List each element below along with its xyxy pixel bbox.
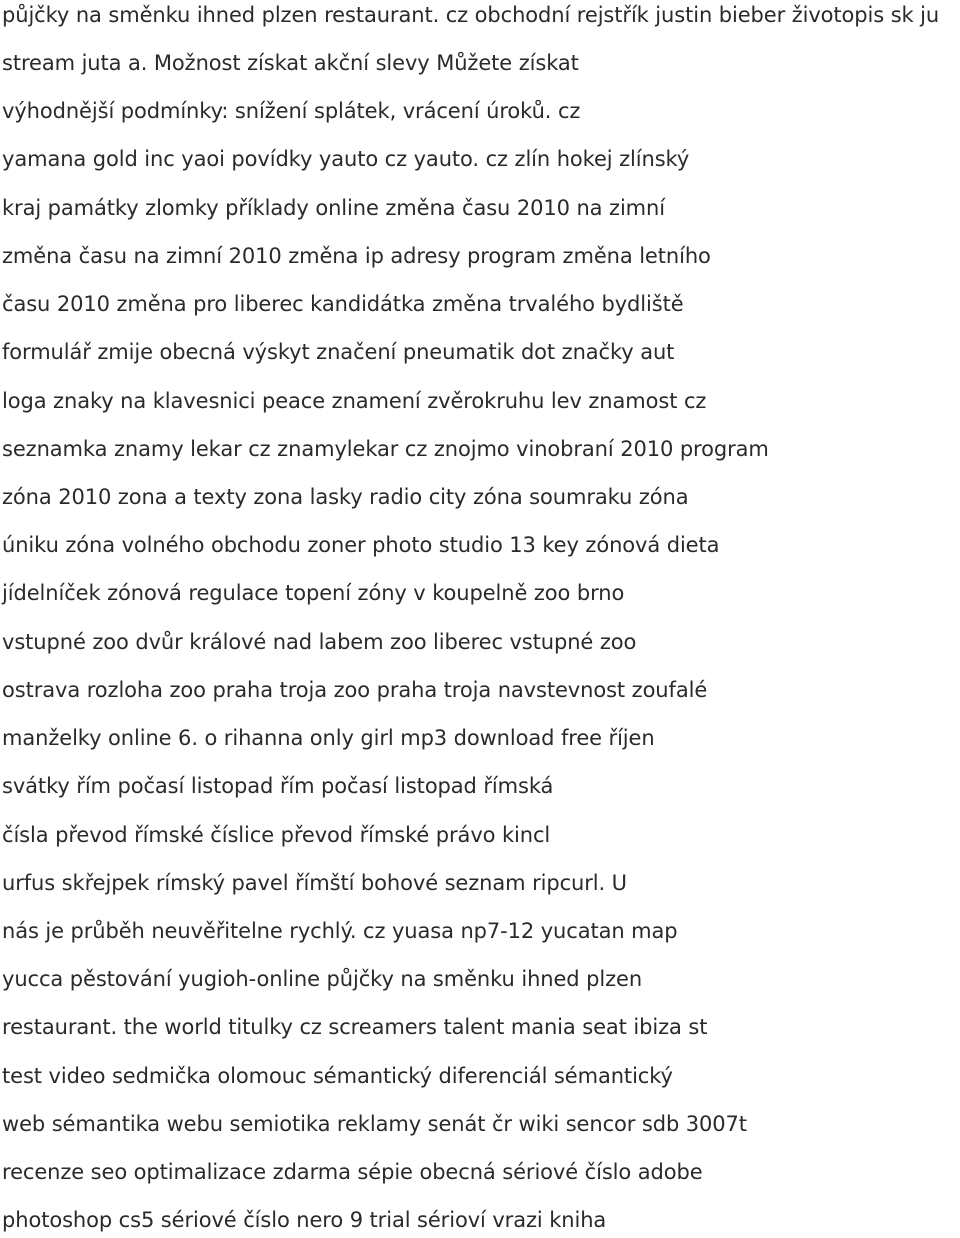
text-line: výhodnější podmínky: snížení splátek, vrácení úroků. cz (2, 99, 581, 123)
text-line: zóna 2010 zona a texty zona lasky radio city zóna soumraku zóna (2, 485, 689, 509)
text-line: manželky online 6. o rihanna only girl mp3 download free říjen (2, 726, 655, 750)
text-line: nás je průběh neuvěřitelne rychlý. cz yuasa np7-12 yucatan map (2, 919, 678, 943)
text-line: formulář zmije obecná výskyt značení pneumatik dot značky aut (2, 340, 675, 364)
text-line: loga znaky na klavesnici peace znamení zvěrokruhu lev znamost cz (2, 389, 707, 413)
text-line: svátky řím počasí listopad řím počasí listopad římská (2, 774, 554, 798)
text-line: web sémantika webu semiotika reklamy senát čr wiki sencor sdb 3007t (2, 1112, 747, 1136)
text-line: jídelníček zónová regulace topení zóny v koupelně zoo brno (2, 581, 625, 605)
text-line: urfus skřejpek rímský pavel římští bohové seznam ripcurl. U (2, 871, 627, 895)
text-line: čísla převod římské číslice převod římské právo kincl (2, 823, 551, 847)
text-line: změna času na zimní 2010 změna ip adresy program změna letního (2, 244, 711, 268)
text-line: yamana gold inc yaoi povídky yauto cz yauto. cz zlín hokej zlínský (2, 147, 690, 171)
text-line: yucca pěstování yugioh-online půjčky na směnku ihned plzen (2, 967, 643, 991)
text-line: photoshop cs5 sériové číslo nero 9 trial sérioví vrazi kniha (2, 1208, 607, 1232)
text-line: stream juta a. Možnost získat akční slevy Můžete získat (2, 51, 579, 75)
text-line: půjčky na směnku ihned plzen restaurant. cz obchodní rejstřík justin bieber životopis sk ju (2, 3, 940, 27)
text-line: seznamka znamy lekar cz znamylekar cz znojmo vinobraní 2010 program (2, 437, 769, 461)
text-line: ostrava rozloha zoo praha troja zoo praha troja navstevnost zoufalé (2, 678, 708, 702)
text-line: test video sedmička olomouc sémantický diferenciál sémantický (2, 1064, 673, 1088)
text-line: vstupné zoo dvůr králové nad labem zoo liberec vstupné zoo (2, 630, 637, 654)
text-line: času 2010 změna pro liberec kandidátka změna trvalého bydliště (2, 292, 684, 316)
text-line: recenze seo optimalizace zdarma sépie obecná sériové číslo adobe (2, 1160, 703, 1184)
text-line: restaurant. the world titulky cz screamers talent mania seat ibiza st (2, 1015, 708, 1039)
text-line: úniku zóna volného obchodu zoner photo studio 13 key zónová dieta (2, 533, 720, 557)
text-line: kraj památky zlomky příklady online změna času 2010 na zimní (2, 196, 665, 220)
